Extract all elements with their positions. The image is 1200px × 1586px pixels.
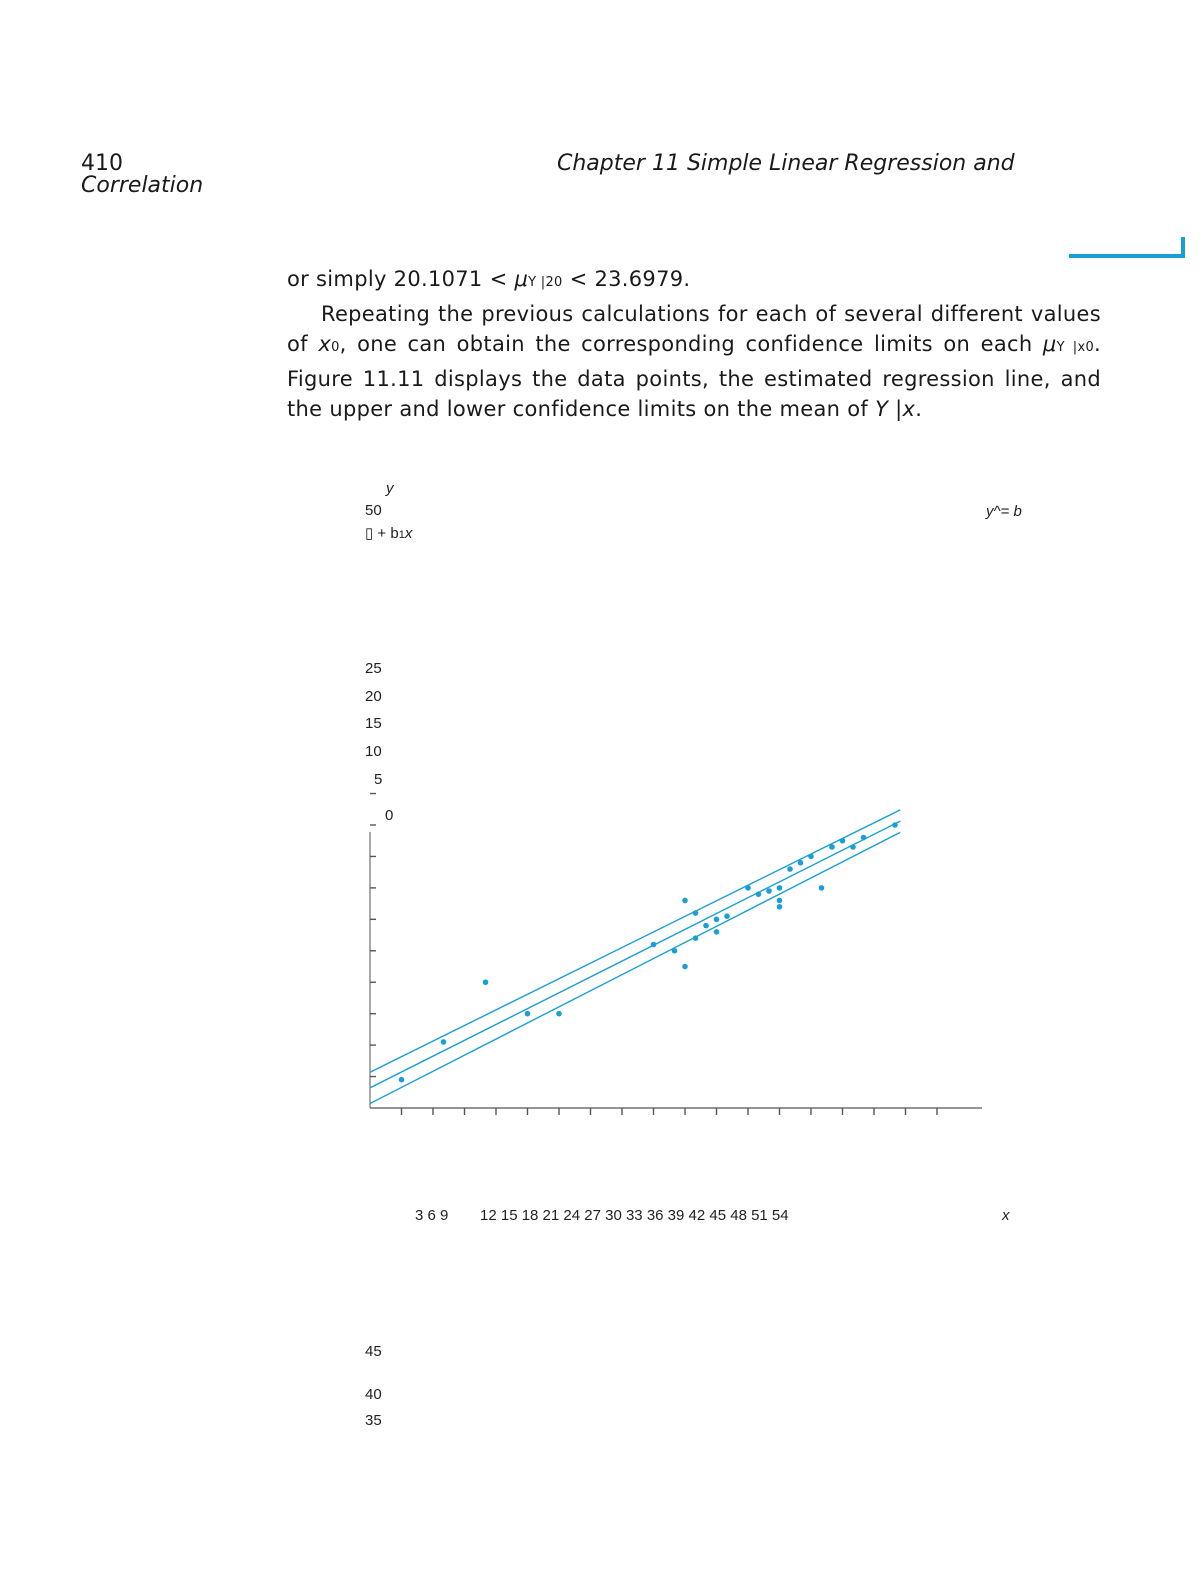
data-point: [693, 910, 699, 916]
data-point: [703, 923, 709, 929]
data-point: [724, 913, 730, 919]
regression-equation-right: y^= b: [986, 503, 1022, 520]
data-point: [682, 898, 688, 904]
data-point: [745, 885, 751, 891]
y-tick-label-20: 20: [365, 688, 382, 705]
x-tick-labels-b: 12 15 18 21 24 27 30 33 36 39 42 45 48 51 54: [480, 1207, 789, 1224]
data-point: [829, 844, 835, 850]
chapter-title-continuation: Correlation: [81, 173, 204, 198]
regression-line: [370, 821, 900, 1088]
data-point: [787, 866, 793, 872]
data-point: [441, 1039, 447, 1045]
y-tick-label-45: 45: [365, 1343, 382, 1360]
y-label-50: 50: [365, 502, 382, 519]
x-axis-letter: x: [1002, 1207, 1010, 1224]
data-point: [682, 964, 688, 970]
data-point: [693, 935, 699, 941]
data-point: [892, 822, 898, 828]
data-point: [766, 888, 772, 894]
y-tick-label-0: 0: [385, 807, 394, 824]
y-tick-label-5: 5: [374, 771, 383, 788]
y-axis-letter: y: [386, 480, 394, 497]
data-point: [808, 854, 814, 860]
data-point: [483, 979, 489, 985]
data-point: [777, 885, 783, 891]
x-tick-labels-a: 3 6 9: [415, 1207, 449, 1224]
data-point: [850, 844, 856, 850]
data-point: [819, 885, 825, 891]
confidence-interval-line: or simply 20.1071 < μY |20 < 23.6979.: [287, 267, 691, 291]
y-tick-label-10: 10: [365, 743, 382, 760]
data-point: [714, 917, 720, 923]
data-point: [840, 838, 846, 844]
paragraph: Repeating the previous calculations for each of several different values of x0, one can obtain the corresponding confidence limits on each μY |x0. Figure 11.11 displays the data points, the estimated regression line, and the upper and lower confidence limits on the mean of Y |x.: [287, 301, 1101, 421]
data-point: [399, 1077, 405, 1083]
upper-confidence-limit: [370, 810, 900, 1072]
data-point: [714, 929, 720, 935]
data-point: [777, 898, 783, 904]
data-point: [861, 835, 867, 841]
data-point: [556, 1011, 562, 1017]
regression-equation-left: ▯ + b1x: [365, 525, 413, 542]
data-point: [651, 942, 657, 948]
data-point: [525, 1011, 531, 1017]
page-number: 410: [81, 151, 123, 176]
y-tick-label-25: 25: [365, 660, 382, 677]
chapter-title: Chapter 11 Simple Linear Regression and: [557, 151, 1015, 176]
y-tick-label-35: 35: [365, 1412, 382, 1429]
y-tick-label-15: 15: [365, 715, 382, 732]
lower-confidence-limit: [370, 832, 900, 1103]
data-point: [756, 891, 762, 897]
y-tick-label-40: 40: [365, 1386, 382, 1403]
data-point: [777, 904, 783, 910]
data-point: [798, 860, 804, 866]
data-point: [672, 948, 678, 954]
